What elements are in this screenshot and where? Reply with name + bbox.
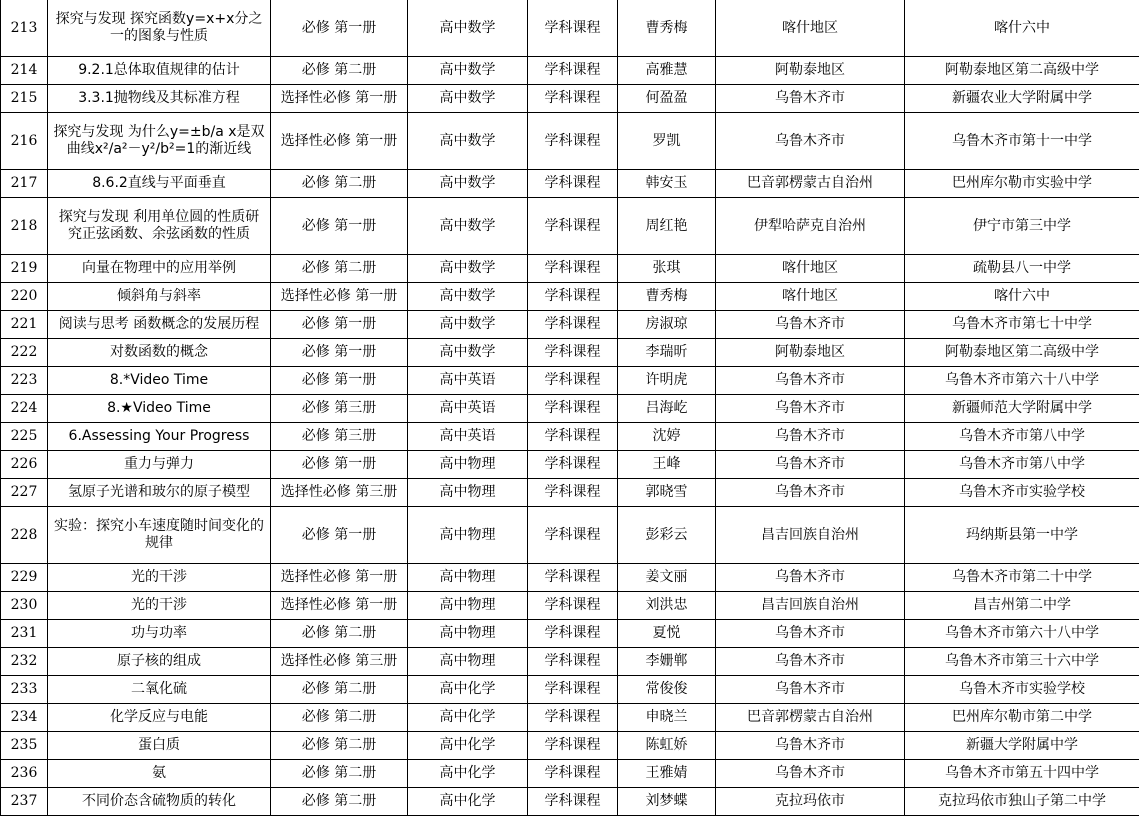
cell-school: 乌鲁木齐市实验学校 xyxy=(905,479,1139,507)
cell-teacher: 彭彩云 xyxy=(618,507,716,564)
cell-teacher: 罗凯 xyxy=(618,113,716,170)
cell-lesson-title: 光的干涉 xyxy=(48,564,271,592)
cell-region: 昌吉回族自治州 xyxy=(716,592,905,620)
cell-number: 213 xyxy=(1,0,48,57)
cell-number: 224 xyxy=(1,395,48,423)
cell-subject: 高中物理 xyxy=(408,479,528,507)
cell-number: 221 xyxy=(1,311,48,339)
cell-subject: 高中数学 xyxy=(408,198,528,255)
cell-region: 乌鲁木齐市 xyxy=(716,423,905,451)
cell-region: 巴音郭楞蒙古自治州 xyxy=(716,704,905,732)
cell-course-type: 学科课程 xyxy=(528,564,618,592)
cell-lesson-title: 功与功率 xyxy=(48,620,271,648)
table-row xyxy=(1,113,1139,170)
cell-subject: 高中物理 xyxy=(408,451,528,479)
table-row xyxy=(1,283,1139,311)
table-row xyxy=(1,760,1139,788)
cell-teacher: 李姗郸 xyxy=(618,648,716,676)
cell-textbook-volume: 选择性必修 第三册 xyxy=(271,648,408,676)
cell-teacher: 吕海屹 xyxy=(618,395,716,423)
cell-number: 230 xyxy=(1,592,48,620)
cell-lesson-title: 3.3.1抛物线及其标准方程 xyxy=(48,85,271,113)
cell-school: 巴州库尔勒市第二中学 xyxy=(905,704,1139,732)
table-row xyxy=(1,395,1139,423)
cell-course-type: 学科课程 xyxy=(528,648,618,676)
cell-teacher: 常俊俊 xyxy=(618,676,716,704)
table-body xyxy=(1,0,1139,816)
cell-teacher: 王雅婧 xyxy=(618,760,716,788)
cell-lesson-title: 实验：探究小车速度随时间变化的规律 xyxy=(48,507,271,564)
table-row xyxy=(1,507,1139,564)
cell-school: 阿勒泰地区第二高级中学 xyxy=(905,339,1139,367)
cell-region: 克拉玛依市 xyxy=(716,788,905,816)
table-row xyxy=(1,704,1139,732)
cell-subject: 高中物理 xyxy=(408,507,528,564)
cell-textbook-volume: 必修 第一册 xyxy=(271,339,408,367)
cell-number: 217 xyxy=(1,170,48,198)
cell-textbook-volume: 必修 第一册 xyxy=(271,198,408,255)
cell-school: 伊宁市第三中学 xyxy=(905,198,1139,255)
cell-region: 乌鲁木齐市 xyxy=(716,85,905,113)
cell-region: 乌鲁木齐市 xyxy=(716,620,905,648)
cell-teacher: 高雅慧 xyxy=(618,57,716,85)
cell-textbook-volume: 必修 第二册 xyxy=(271,788,408,816)
cell-region: 巴音郭楞蒙古自治州 xyxy=(716,170,905,198)
cell-teacher: 夏悦 xyxy=(618,620,716,648)
cell-school: 乌鲁木齐市第七十中学 xyxy=(905,311,1139,339)
cell-teacher: 刘洪忠 xyxy=(618,592,716,620)
cell-textbook-volume: 必修 第二册 xyxy=(271,704,408,732)
cell-school: 喀什六中 xyxy=(905,283,1139,311)
cell-number: 225 xyxy=(1,423,48,451)
cell-region: 乌鲁木齐市 xyxy=(716,760,905,788)
cell-course-type: 学科课程 xyxy=(528,451,618,479)
cell-school: 巴州库尔勒市实验中学 xyxy=(905,170,1139,198)
table-row xyxy=(1,732,1139,760)
cell-lesson-title: 探究与发现 利用单位圆的性质研究正弦函数、余弦函数的性质 xyxy=(48,198,271,255)
cell-course-type: 学科课程 xyxy=(528,311,618,339)
cell-course-type: 学科课程 xyxy=(528,57,618,85)
cell-teacher: 房淑琼 xyxy=(618,311,716,339)
table-row xyxy=(1,255,1139,283)
cell-number: 220 xyxy=(1,283,48,311)
cell-lesson-title: 化学反应与电能 xyxy=(48,704,271,732)
cell-lesson-title: 阅读与思考 函数概念的发展历程 xyxy=(48,311,271,339)
cell-subject: 高中数学 xyxy=(408,283,528,311)
cell-subject: 高中英语 xyxy=(408,367,528,395)
cell-textbook-volume: 必修 第一册 xyxy=(271,507,408,564)
cell-number: 214 xyxy=(1,57,48,85)
cell-lesson-title: 光的干涉 xyxy=(48,592,271,620)
cell-school: 新疆农业大学附属中学 xyxy=(905,85,1139,113)
cell-subject: 高中数学 xyxy=(408,85,528,113)
cell-school: 乌鲁木齐市第八中学 xyxy=(905,451,1139,479)
table-row xyxy=(1,676,1139,704)
cell-textbook-volume: 必修 第三册 xyxy=(271,423,408,451)
cell-course-type: 学科课程 xyxy=(528,85,618,113)
cell-school: 阿勒泰地区第二高级中学 xyxy=(905,57,1139,85)
cell-lesson-title: 6.Assessing Your Progress xyxy=(48,423,271,451)
cell-number: 234 xyxy=(1,704,48,732)
cell-course-type: 学科课程 xyxy=(528,592,618,620)
cell-teacher: 许明虎 xyxy=(618,367,716,395)
cell-lesson-title: 氨 xyxy=(48,760,271,788)
cell-region: 乌鲁木齐市 xyxy=(716,395,905,423)
table-row xyxy=(1,479,1139,507)
cell-subject: 高中化学 xyxy=(408,732,528,760)
cell-course-type: 学科课程 xyxy=(528,113,618,170)
cell-number: 226 xyxy=(1,451,48,479)
cell-school: 乌鲁木齐市实验学校 xyxy=(905,676,1139,704)
cell-region: 乌鲁木齐市 xyxy=(716,451,905,479)
table-row xyxy=(1,620,1139,648)
cell-course-type: 学科课程 xyxy=(528,760,618,788)
cell-teacher: 陈虹娇 xyxy=(618,732,716,760)
cell-lesson-title: 氢原子光谱和玻尔的原子模型 xyxy=(48,479,271,507)
table-row xyxy=(1,423,1139,451)
cell-lesson-title: 蛋白质 xyxy=(48,732,271,760)
cell-teacher: 曹秀梅 xyxy=(618,283,716,311)
cell-course-type: 学科课程 xyxy=(528,255,618,283)
cell-number: 222 xyxy=(1,339,48,367)
cell-school: 昌吉州第二中学 xyxy=(905,592,1139,620)
cell-number: 237 xyxy=(1,788,48,816)
cell-school: 乌鲁木齐市第十一中学 xyxy=(905,113,1139,170)
cell-school: 乌鲁木齐市第五十四中学 xyxy=(905,760,1139,788)
cell-course-type: 学科课程 xyxy=(528,170,618,198)
cell-lesson-title: 探究与发现 为什么y=±b/a x是双曲线x²/a²－y²/b²=1的渐近线 xyxy=(48,113,271,170)
cell-number: 223 xyxy=(1,367,48,395)
cell-subject: 高中化学 xyxy=(408,676,528,704)
table-row xyxy=(1,788,1139,816)
cell-course-type: 学科课程 xyxy=(528,479,618,507)
cell-school: 乌鲁木齐市第六十八中学 xyxy=(905,620,1139,648)
cell-teacher: 申晓兰 xyxy=(618,704,716,732)
cell-textbook-volume: 必修 第一册 xyxy=(271,0,408,57)
cell-number: 232 xyxy=(1,648,48,676)
cell-teacher: 周红艳 xyxy=(618,198,716,255)
cell-subject: 高中化学 xyxy=(408,760,528,788)
cell-lesson-title: 原子核的组成 xyxy=(48,648,271,676)
cell-subject: 高中数学 xyxy=(408,57,528,85)
cell-lesson-title: 9.2.1总体取值规律的估计 xyxy=(48,57,271,85)
table-row xyxy=(1,648,1139,676)
cell-course-type: 学科课程 xyxy=(528,620,618,648)
cell-region: 喀什地区 xyxy=(716,283,905,311)
cell-textbook-volume: 必修 第一册 xyxy=(271,311,408,339)
cell-lesson-title: 二氧化硫 xyxy=(48,676,271,704)
cell-region: 喀什地区 xyxy=(716,0,905,57)
cell-teacher: 王峰 xyxy=(618,451,716,479)
cell-number: 215 xyxy=(1,85,48,113)
cell-textbook-volume: 必修 第三册 xyxy=(271,395,408,423)
cell-subject: 高中物理 xyxy=(408,564,528,592)
cell-subject: 高中物理 xyxy=(408,648,528,676)
cell-school: 乌鲁木齐市第八中学 xyxy=(905,423,1139,451)
cell-region: 乌鲁木齐市 xyxy=(716,676,905,704)
cell-subject: 高中数学 xyxy=(408,311,528,339)
cell-region: 昌吉回族自治州 xyxy=(716,507,905,564)
cell-region: 阿勒泰地区 xyxy=(716,57,905,85)
cell-number: 228 xyxy=(1,507,48,564)
table-row xyxy=(1,85,1139,113)
cell-subject: 高中数学 xyxy=(408,255,528,283)
cell-number: 227 xyxy=(1,479,48,507)
cell-lesson-title: 重力与弹力 xyxy=(48,451,271,479)
cell-course-type: 学科课程 xyxy=(528,732,618,760)
cell-course-type: 学科课程 xyxy=(528,0,618,57)
cell-course-type: 学科课程 xyxy=(528,704,618,732)
cell-subject: 高中数学 xyxy=(408,339,528,367)
cell-textbook-volume: 必修 第二册 xyxy=(271,760,408,788)
cell-teacher: 沈婷 xyxy=(618,423,716,451)
cell-course-type: 学科课程 xyxy=(528,395,618,423)
cell-region: 乌鲁木齐市 xyxy=(716,367,905,395)
cell-subject: 高中物理 xyxy=(408,592,528,620)
cell-textbook-volume: 选择性必修 第一册 xyxy=(271,283,408,311)
cell-school: 疏勒县八一中学 xyxy=(905,255,1139,283)
cell-region: 乌鲁木齐市 xyxy=(716,648,905,676)
cell-region: 乌鲁木齐市 xyxy=(716,732,905,760)
cell-lesson-title: 8.*Video Time xyxy=(48,367,271,395)
cell-number: 235 xyxy=(1,732,48,760)
cell-subject: 高中数学 xyxy=(408,170,528,198)
cell-course-type: 学科课程 xyxy=(528,283,618,311)
cell-number: 216 xyxy=(1,113,48,170)
cell-lesson-title: 不同价态含硫物质的转化 xyxy=(48,788,271,816)
table-row xyxy=(1,311,1139,339)
cell-number: 218 xyxy=(1,198,48,255)
table-row xyxy=(1,451,1139,479)
cell-textbook-volume: 必修 第二册 xyxy=(271,620,408,648)
cell-subject: 高中数学 xyxy=(408,0,528,57)
cell-course-type: 学科课程 xyxy=(528,788,618,816)
cell-lesson-title: 倾斜角与斜率 xyxy=(48,283,271,311)
cell-textbook-volume: 必修 第二册 xyxy=(271,57,408,85)
table-row xyxy=(1,339,1139,367)
cell-subject: 高中化学 xyxy=(408,704,528,732)
cell-school: 玛纳斯县第一中学 xyxy=(905,507,1139,564)
cell-textbook-volume: 选择性必修 第一册 xyxy=(271,564,408,592)
cell-subject: 高中化学 xyxy=(408,788,528,816)
cell-region: 乌鲁木齐市 xyxy=(716,311,905,339)
cell-region: 乌鲁木齐市 xyxy=(716,479,905,507)
cell-region: 伊犁哈萨克自治州 xyxy=(716,198,905,255)
cell-subject: 高中英语 xyxy=(408,423,528,451)
cell-textbook-volume: 必修 第一册 xyxy=(271,451,408,479)
table-row xyxy=(1,592,1139,620)
cell-teacher: 郭晓雪 xyxy=(618,479,716,507)
cell-course-type: 学科课程 xyxy=(528,198,618,255)
table-row xyxy=(1,564,1139,592)
cell-number: 233 xyxy=(1,676,48,704)
cell-school: 乌鲁木齐市第三十六中学 xyxy=(905,648,1139,676)
cell-lesson-title: 探究与发现 探究函数y=x+x分之一的图象与性质 xyxy=(48,0,271,57)
cell-region: 乌鲁木齐市 xyxy=(716,113,905,170)
cell-number: 236 xyxy=(1,760,48,788)
cell-textbook-volume: 选择性必修 第一册 xyxy=(271,113,408,170)
cell-textbook-volume: 必修 第二册 xyxy=(271,676,408,704)
cell-textbook-volume: 必修 第二册 xyxy=(271,170,408,198)
cell-number: 231 xyxy=(1,620,48,648)
cell-teacher: 刘梦蝶 xyxy=(618,788,716,816)
cell-lesson-title: 向量在物理中的应用举例 xyxy=(48,255,271,283)
cell-teacher: 姜文丽 xyxy=(618,564,716,592)
cell-teacher: 韩安玉 xyxy=(618,170,716,198)
table-row xyxy=(1,198,1139,255)
cell-teacher: 何盈盈 xyxy=(618,85,716,113)
cell-course-type: 学科课程 xyxy=(528,676,618,704)
table-row xyxy=(1,0,1139,57)
cell-subject: 高中物理 xyxy=(408,620,528,648)
cell-lesson-title: 对数函数的概念 xyxy=(48,339,271,367)
cell-textbook-volume: 选择性必修 第三册 xyxy=(271,479,408,507)
cell-school: 乌鲁木齐市第六十八中学 xyxy=(905,367,1139,395)
cell-textbook-volume: 选择性必修 第一册 xyxy=(271,85,408,113)
cell-textbook-volume: 必修 第二册 xyxy=(271,255,408,283)
cell-teacher: 曹秀梅 xyxy=(618,0,716,57)
table-row xyxy=(1,57,1139,85)
cell-region: 乌鲁木齐市 xyxy=(716,564,905,592)
cell-textbook-volume: 必修 第二册 xyxy=(271,732,408,760)
cell-lesson-title: 8.6.2直线与平面垂直 xyxy=(48,170,271,198)
cell-textbook-volume: 必修 第一册 xyxy=(271,367,408,395)
cell-course-type: 学科课程 xyxy=(528,339,618,367)
cell-number: 229 xyxy=(1,564,48,592)
table-row xyxy=(1,170,1139,198)
cell-subject: 高中英语 xyxy=(408,395,528,423)
cell-course-type: 学科课程 xyxy=(528,367,618,395)
cell-teacher: 张琪 xyxy=(618,255,716,283)
cell-course-type: 学科课程 xyxy=(528,423,618,451)
cell-school: 新疆大学附属中学 xyxy=(905,732,1139,760)
cell-course-type: 学科课程 xyxy=(528,507,618,564)
cell-region: 阿勒泰地区 xyxy=(716,339,905,367)
cell-subject: 高中数学 xyxy=(408,113,528,170)
cell-school: 喀什六中 xyxy=(905,0,1139,57)
cell-school: 乌鲁木齐市第二十中学 xyxy=(905,564,1139,592)
cell-teacher: 李瑞昕 xyxy=(618,339,716,367)
table-row xyxy=(1,367,1139,395)
cell-textbook-volume: 选择性必修 第一册 xyxy=(271,592,408,620)
cell-school: 克拉玛依市独山子第二中学 xyxy=(905,788,1139,816)
cell-number: 219 xyxy=(1,255,48,283)
cell-lesson-title: 8.★Video Time xyxy=(48,395,271,423)
cell-school: 新疆师范大学附属中学 xyxy=(905,395,1139,423)
cell-region: 喀什地区 xyxy=(716,255,905,283)
